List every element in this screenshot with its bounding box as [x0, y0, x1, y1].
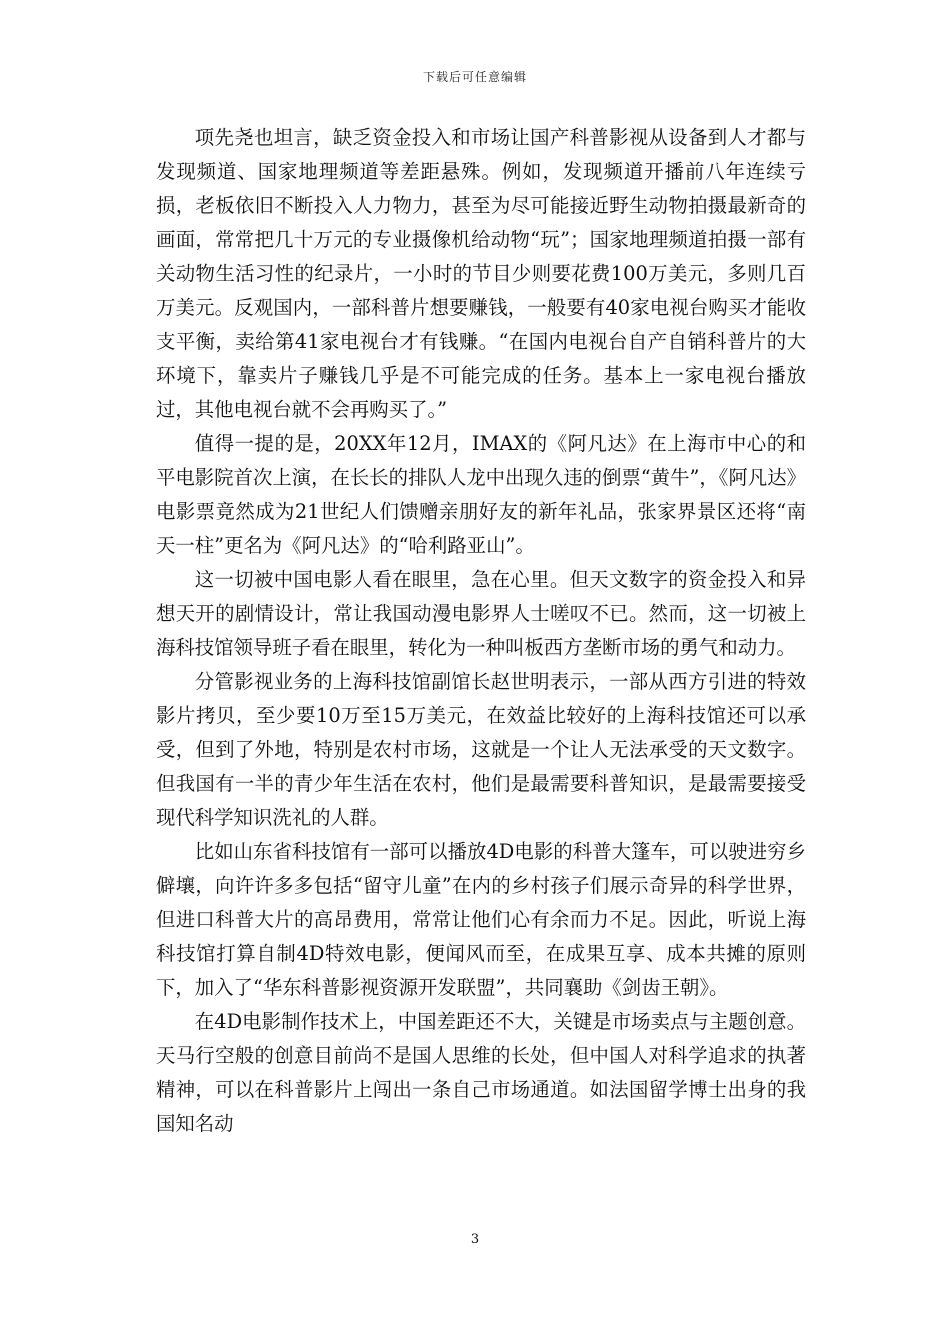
paragraph: 在4D电影制作技术上，中国差距还不大，关键是市场卖点与主题创意。天马行空般的创意目前尚不是国人思维的长处，但中国人对科学追求的执著精神，可以在科普影片上闯出一条自己市场通道。如法国留学博士出身的我国知名动	[156, 1010, 806, 1135]
paragraph: 分管影视业务的上海科技馆副馆长赵世明表示，一部从西方引进的特效影片拷贝，至少要10万至15万美元，在效益比较好的上海科技馆还可以承受，但到了外地，特别是农村市场，这就是一个让人无法承受的天文数字。但我国有一半的青少年生活在农村，他们是最需要科普知识，是最需要接受现代科学知识洗礼的人群。	[156, 670, 806, 829]
body-text	[156, 121, 806, 1141]
page-number: 3	[470, 1232, 480, 1247]
paragraph: 这一切被中国电影人看在眼里，急在心里。但天文数字的资金投入和异想天开的剧情设计，常让我国动漫电影界人士嗟叹不已。然而，这一切被上海科技馆领导班子看在眼里，转化为一种叫板西方垄断市场的勇气和动力。	[156, 568, 806, 659]
paragraph: 比如山东省科技馆有一部可以播放4D电影的科普大篷车，可以驶进穷乡僻壤，向许许多多包括“留守儿童”在内的乡村孩子们展示奇异的科学世界，但进口科普大片的高昂费用，常常让他们心有余而力不足。因此，听说上海科技馆打算自制4D特效电影，便闻风而至，在成果互享、成本共摊的原则下，加入了“华东科普影视资源开发联盟”，共同襄助《剑齿王朝》。	[156, 840, 806, 999]
paragraph: 值得一提的是，20XX年12月，IMAX的《阿凡达》在上海市中心的和平电影院首次上演，在长长的排队人龙中出现久违的倒票“黄牛”，《阿凡达》电影票竟然成为21世纪人们馈赠亲朋好友的新年礼品，张家界景区还将“南天一柱”更名为《阿凡达》的“哈利路亚山”。	[156, 432, 807, 557]
paragraph: 项先尧也坦言，缺乏资金投入和市场让国产科普影视从设备到人才都与发现频道、国家地理频道等差距悬殊。例如，发现频道开播前八年连续亏损，老板依旧不断投入人力物力，甚至为尽可能接近野生动物拍摄最新奇的画面，常常把几十万元的专业摄像机给动物“玩”；国家地理频道拍摄一部有关动物生活习性的纪录片，一小时的节目少则要花费100万美元，多则几百万美元。反观国内，一部科普片想要赚钱，一般要有40家电视台购买才能收支平衡，卖给第41家电视台才有钱赚。“在国内电视台自产自销科普片的大环境下，靠卖片子赚钱几乎是不可能完成的任务。基本上一家电视台播放过，其他电视台就不会再购买了。”	[156, 126, 806, 421]
page-header: 下载后可任意编辑	[422, 70, 527, 84]
